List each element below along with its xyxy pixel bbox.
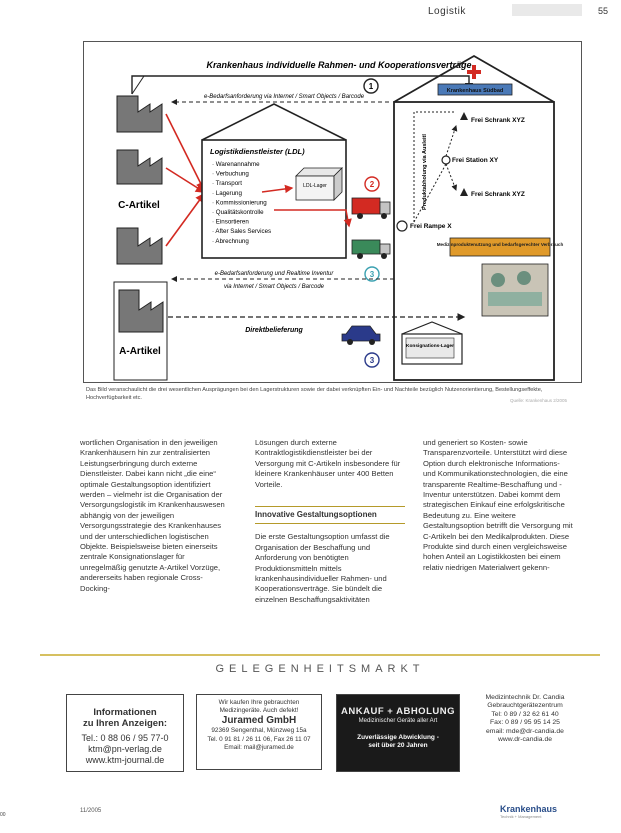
ad-juramed-line-2: Medizingeräte. Auch defekt! — [219, 707, 299, 715]
rampe-node — [397, 221, 407, 231]
ad-info-heading-2: zu Ihren Anzeigen: — [82, 718, 168, 729]
page-header — [0, 0, 621, 22]
ad-candia-email[interactable]: email: mde@dr-candia.de — [486, 727, 564, 735]
medical-use-box — [450, 238, 550, 256]
ad-info-email[interactable]: ktm@pn-verlag.de — [88, 744, 162, 754]
ad-juramed-email[interactable]: Email: mail@juramed.de — [224, 743, 294, 751]
ad-ankauf-heading: ANKAUF + ABHOLUNG — [341, 706, 455, 717]
figure-credit: Quelle: Krankenhaus 2/2005 — [510, 398, 568, 403]
ldl-service-item: · Qualitätskontrolle — [212, 209, 264, 216]
c-artikel-label: C-Artikel — [118, 200, 160, 211]
classifieds-title: GELEGENHEITSMARKT — [215, 663, 425, 675]
logistics-diagram — [84, 42, 581, 382]
vertical-label: Produktabholung via Ausleitl — [422, 134, 428, 210]
ad-ankauf-line-2: seit über 20 Jahren — [368, 742, 428, 749]
column-1 — [80, 438, 230, 594]
schrank-2-label: Frei Schrank XYZ — [471, 191, 525, 198]
marker-2-text: 2 — [369, 180, 375, 189]
red-truck — [352, 198, 390, 219]
ldl-service-item: · Verbuchung — [212, 170, 249, 178]
ad-ankauf — [336, 694, 460, 772]
ldl-roof — [202, 104, 346, 140]
ldl-service-item: · Kommissionierung — [212, 199, 267, 207]
ad-juramed-company: Juramed GmbH — [221, 715, 297, 727]
brand-logo — [500, 804, 557, 819]
column-2-intro: Lösungen durch externe Kontraktlogistikdienstleister bei der Versorgung mit C-Artikeln insbesondere für kleinere Krankenhäuser unter 400 Betten Vorteile. — [255, 438, 401, 489]
ad-ankauf-line-1: Zuverlässige Abwicklung - — [357, 734, 439, 741]
figure-caption: Das Bild veranschaulicht die drei wesentlichen Ausprägungen bei den Lagerstrukturen sowie der dabei verknüpften Ein- und Nachteile bezüglich Nutzenorientierung, Bestellungseffekte, Hochverfügbarkeit etc. — [86, 387, 543, 401]
to-schrank-2 — [446, 164, 456, 190]
banner-text: Krankenhaus individuelle Rahmen- und Kooperationsverträge — [206, 60, 472, 70]
ldl-title: Logistikdienstleister (LDL) — [210, 147, 305, 156]
ad-info-web[interactable]: www.ktm-journal.de — [85, 755, 165, 765]
ad-candia-phone: Tel: 0 89 / 32 62 61 40 — [491, 710, 559, 718]
column-3-text: und generiert so Kosten- sowie Transparenzvorteile. Unterstützt wird diese Option durch elektronische Informations- und Kommunikationstechnologien, die eine transparente Realtime-Beschaffung und -Inventur unterstützen. Dabei kommt dem strategischen Einkauf eine erfolgskritische Bedeutung zu. Eine weitere Gestaltungsoption betrifft die Versorgung mit C-Artikeln bei den Medikalprodukten. Diese Produkte sind durch einen vergleichsweise hohen Anteil an Logistikkosten bei einem relativ niedrigen Materialwert gekenn- — [423, 438, 573, 572]
factory-c-2 — [117, 150, 162, 184]
station-node — [442, 156, 450, 164]
hospital-name: Krankenhaus Südbad — [446, 88, 504, 94]
blue-car — [342, 326, 380, 345]
internal-dashed-mid — [414, 164, 446, 222]
column-1-text: wortlichen Organisation in den jeweiligen Krankenhäusern hin zur zentralisierten Leistungserbringung durch externe Dienstleister. Dabei kann nicht „die eine“ optimale Gestaltungsoption identifiziert werden – vielmehr ist die Organisation der Versorgungslogistik im Krankenhauswesen abhängig von der jeweiligen Versorgungsstrategie des Krankenhauses und der unterschiedlichen logistischen Objekte. Beispielsweise bieten einerseits zentrale Konsignationslager für unregelmäßig genutzte A-Artikel Vorzüge, andererseits haben regionale Cross-Docking- — [80, 438, 225, 593]
left-edge-number: 00 — [0, 812, 6, 818]
factory-c-3 — [117, 228, 162, 264]
issue-number: 11/2005 — [80, 808, 102, 814]
page-number: 55 — [598, 6, 609, 16]
factory-a — [119, 290, 163, 332]
column-2 — [255, 438, 405, 605]
ldl-service-item: · Einsortieren — [212, 218, 249, 226]
ad-juramed-line-3: 92369 Sengenthal, Münzweg 15a — [211, 727, 307, 735]
schrank-2-icon — [460, 188, 468, 196]
ad-juramed-line-1: Wir kaufen Ihre gebrauchten — [218, 699, 300, 706]
green-truck — [352, 240, 390, 259]
ad-candia-web[interactable]: www.dr-candia.de — [497, 736, 553, 744]
brand-subtitle: Technik + Management — [500, 814, 542, 819]
konsi-lager — [402, 322, 462, 364]
ad-candia-line-2: Gebrauchtgerätezentrum — [487, 702, 563, 710]
order-line-bottom-label-2: via Internet / Smart Objects / Barcode — [223, 284, 325, 290]
marker-3b-text: 3 — [369, 356, 375, 365]
marker-3-text: 3 — [369, 270, 375, 279]
section-heading: Innovative Gestaltungsoptionen — [255, 506, 405, 524]
schrank-1-icon — [460, 112, 468, 120]
column-3 — [423, 438, 573, 573]
ad-juramed-line-4: Tel. 0 91 81 / 26 11 06, Fax 26 11 07 — [207, 735, 311, 743]
order-line-bottom-label-1: e-Bedarfsanforderung und Realtime Inventur — [214, 271, 334, 277]
ad-candia — [472, 694, 578, 770]
ad-juramed — [196, 694, 322, 770]
header-stripe — [512, 4, 582, 16]
direct-delivery-label: Direktbelieferung — [245, 327, 303, 334]
to-schrank-1 — [446, 126, 456, 156]
red-cross-v — [472, 65, 476, 79]
flow-arrow-c1 — [166, 114, 204, 190]
column-2-text: Die erste Gestaltungsoption umfasst die Organisation der Beschaffung und Anforderung von benötigten Produktionsmitteln mittels krankenhausindividueller Rahmen- und Kooperationsverträge. Sie bündelt die einzelnen Beschaffungsaktivitäten — [255, 532, 390, 604]
marker-1-text: 1 — [368, 82, 374, 91]
medical-use-label: Medizinproduktenutzung und bedarfsgerechter Verbrauch — [436, 242, 564, 247]
ldl-service-item: · Abrechnung — [212, 237, 249, 245]
schrank-1-label: Frei Schrank XYZ — [471, 117, 525, 124]
ldl-service-item: · Lagerung — [212, 189, 242, 197]
a-artikel-label: A-Artikel — [119, 346, 161, 357]
ldl-service-item: · Transport — [212, 180, 242, 188]
ad-ankauf-sub: Medizinischer Geräte aller Art — [358, 718, 438, 724]
ad-candia-line-1: Medizintechnik Dr. Candia — [485, 694, 565, 701]
logistics-figure — [83, 41, 582, 383]
station-label: Frei Station XY — [452, 157, 499, 164]
brand-name: Krankenhaus — [500, 804, 558, 814]
ldl-lager-label: LDL-Lager — [303, 183, 327, 189]
konsi-label: Konsignations-Lager — [406, 344, 454, 349]
ad-info — [66, 694, 184, 772]
banner-arrow-left — [132, 76, 144, 94]
rampe-label: Frei Rampe X — [410, 223, 452, 230]
ad-info-phone: Tel.: 0 88 06 / 95 77-0 — [81, 733, 169, 743]
classifieds-header — [40, 654, 600, 678]
internal-dashed-top — [414, 112, 454, 222]
flow-arrow-c3 — [166, 194, 204, 246]
ldl-service-item: · After Sales Services — [212, 228, 272, 236]
ad-candia-fax: Fax: 0 89 / 95 95 14 25 — [490, 719, 560, 727]
surgery-photo — [482, 264, 548, 316]
banner-arrow — [132, 76, 469, 94]
ldl-service-item: · Warenannahme — [212, 161, 260, 168]
order-line-top-label: e-Bedarfsanforderung via Internet / Smart Objects / Barcode — [203, 94, 365, 100]
ad-info-heading-1: Informationen — [93, 707, 157, 718]
ldl-lager — [296, 168, 342, 200]
section-title: Logistik — [428, 6, 466, 17]
factory-c-1 — [117, 96, 162, 132]
article-body — [80, 438, 580, 633]
